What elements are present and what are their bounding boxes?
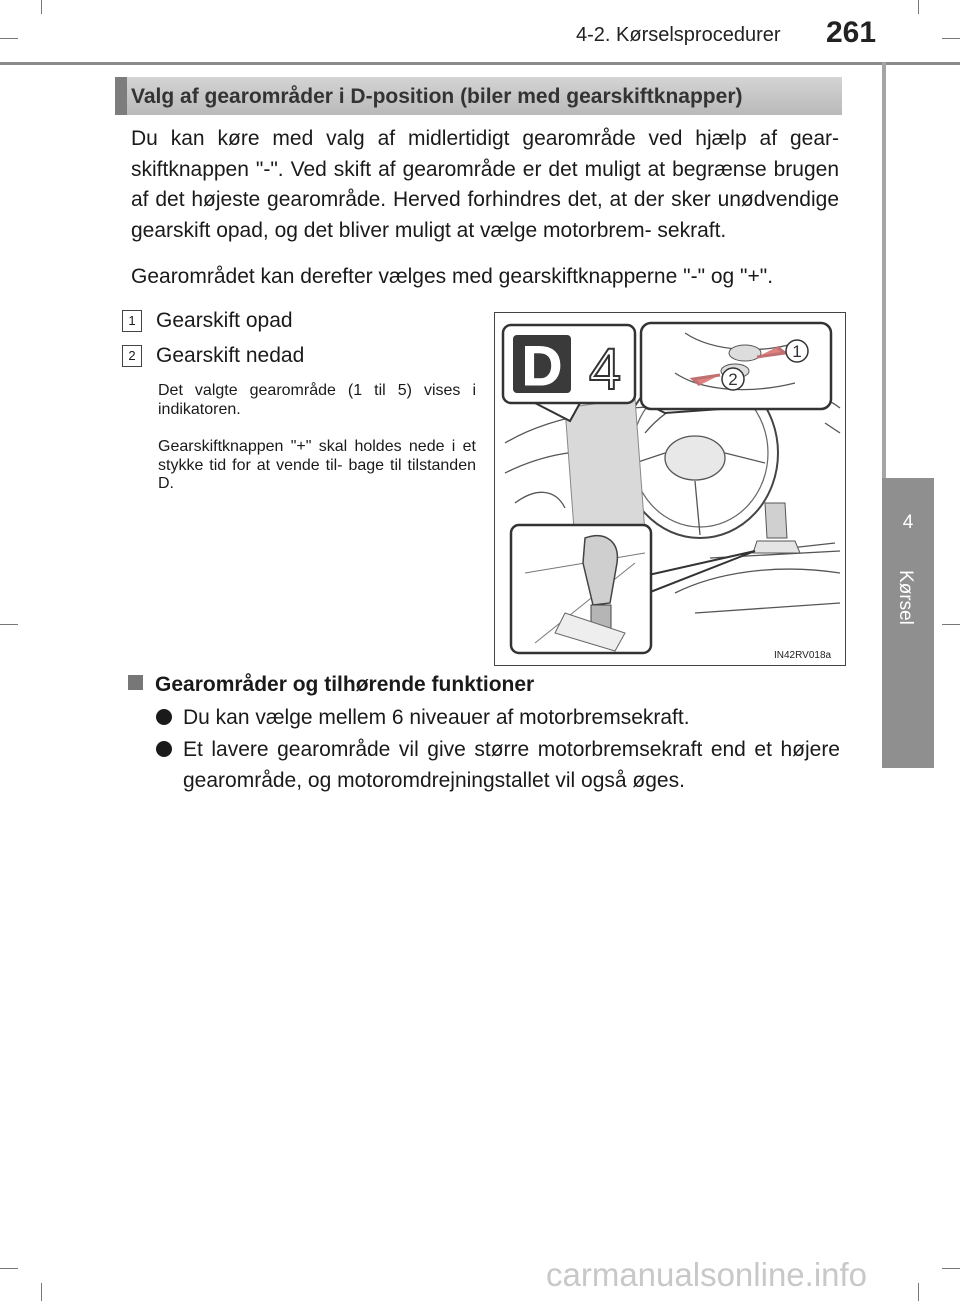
subsection-heading-text: Gearområder og tilhørende funktioner [155, 673, 535, 696]
crop-mark [918, 0, 919, 14]
list-item-text: Et lavere gearområde vil give større motorbremsekraft end et højere gearområde, og motoromdrejningstallet vil også øges. [183, 738, 840, 792]
section-title: Valg af gearområder i D-position (biler med gearskiftknapper) [131, 85, 743, 108]
chapter-label: Kørsel [895, 570, 916, 625]
step-label: Gearskift nedad [156, 344, 305, 367]
watermark: carmanualsonline.info [546, 1256, 868, 1293]
list-item [156, 734, 840, 796]
callout-2: 2 [728, 370, 738, 389]
crop-mark [942, 1268, 960, 1269]
step-number: 2 [122, 345, 142, 367]
display-number: 4 [588, 337, 622, 402]
chapter-number: 4 [902, 512, 914, 533]
crop-mark [0, 624, 18, 625]
header-section-title: 4-2. Kørselsprocedurer [576, 24, 781, 46]
header-divider [0, 62, 960, 65]
crop-mark [41, 0, 42, 14]
display-letter-d: D [521, 334, 563, 397]
page-number: 261 [826, 16, 877, 49]
step-number: 1 [122, 310, 142, 332]
square-bullet-icon [128, 675, 143, 690]
figure-caption: IN42RV018a [774, 650, 832, 661]
crop-mark [0, 38, 18, 39]
bullet-dot-icon [156, 741, 172, 757]
list-item-text: Du kan vælge mellem 6 niveauer af motorbremsekraft. [183, 706, 690, 729]
callout-1: 1 [792, 342, 802, 361]
step-item [122, 344, 304, 368]
list-item [156, 702, 840, 733]
subsection-heading [128, 673, 534, 697]
step-item [122, 309, 293, 333]
note-text: Gearskiftknappen "+" skal holdes nede i et stykke tid for at vende til- bage til tilstanden D. [158, 438, 476, 493]
intro-paragraph-2: Gearområdet kan derefter vælges med gearskiftknapperne "-" og "+". [131, 265, 774, 288]
illustration-svg [495, 313, 845, 665]
side-tab-line [882, 62, 886, 478]
crop-mark [0, 1268, 18, 1269]
intro-paragraph: Du kan køre med valg af midlertidigt gearområde ved hjælp af gear- skiftknappen "-". Ved skift af gearområde er det muligt at begrænse brugen af det højeste gearområde. Herved forhindres det, at der sker unødvendige gearskift opad, og det bliver muligt at vælge motorbrem- sekraft. [131, 127, 839, 242]
bullet-dot-icon [156, 709, 172, 725]
crop-mark [918, 1283, 919, 1301]
gearshift-illustration [494, 312, 846, 666]
note-text: Det valgte gearområde (1 til 5) vises i indikatoren. [158, 382, 476, 418]
crop-mark [41, 1283, 42, 1301]
step-label: Gearskift opad [156, 309, 293, 332]
crop-mark [942, 38, 960, 39]
crop-mark [942, 624, 960, 625]
